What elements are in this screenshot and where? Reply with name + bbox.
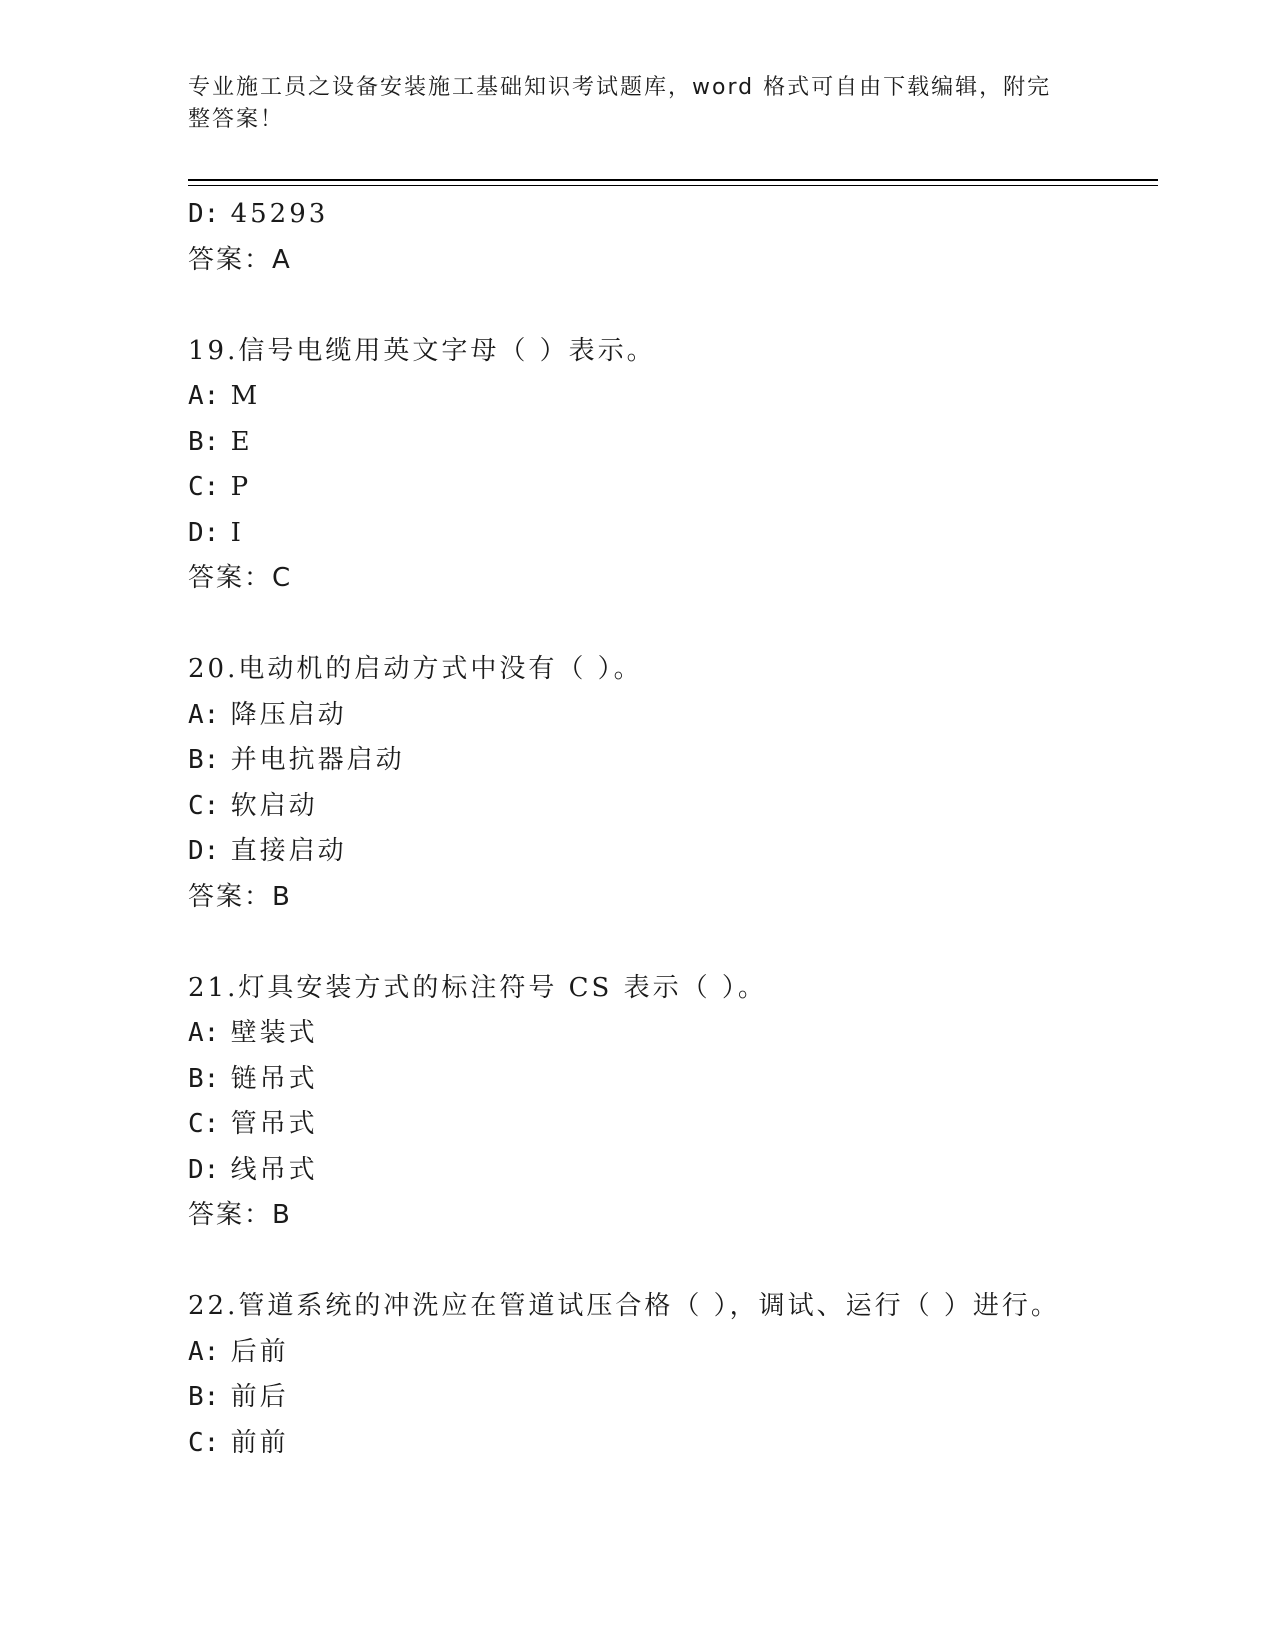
option-b [188, 1375, 1158, 1421]
header-line-2: 整答案！ [188, 107, 285, 132]
option-label: A: [188, 1336, 220, 1367]
question-stem: 21.灯具安装方式的标注符号 CS 表示（ ）。 [188, 972, 767, 1003]
option-text: 链吊式 [230, 1063, 318, 1094]
option-c [188, 784, 1158, 830]
option-a [188, 1330, 1158, 1376]
question-stem: 19.信号电缆用英文字母（ ）表示。 [188, 335, 656, 366]
option-text: 前后 [230, 1382, 289, 1412]
header-rule-thin [188, 185, 1158, 186]
question-block [188, 1284, 1158, 1466]
option-text: 并电抗器启动 [230, 745, 405, 775]
header-rule-thick [188, 179, 1158, 181]
option-d [188, 511, 1158, 557]
option-label: C: [188, 1427, 220, 1458]
spacer [188, 1239, 1158, 1285]
option-label: D: [188, 199, 220, 229]
option-b [188, 738, 1158, 784]
option-label: D: [188, 836, 220, 866]
option-label: C: [188, 1109, 220, 1139]
option-text: 后前 [230, 1336, 289, 1367]
option-text: 直接启动 [230, 836, 347, 866]
question-block [188, 966, 1158, 1239]
option-label: D: [188, 517, 220, 548]
option-label: A: [188, 381, 220, 411]
option-d [188, 192, 1158, 238]
option-text: E [230, 426, 253, 457]
option-text: 45293 [230, 199, 329, 229]
option-d [188, 829, 1158, 875]
option-c [188, 465, 1158, 511]
document-header [188, 72, 1068, 136]
option-text: M [230, 381, 261, 411]
option-a [188, 693, 1158, 739]
option-d [188, 1148, 1158, 1194]
option-text: 降压启动 [230, 699, 347, 730]
header-line-1: 专业施工员之设备安装施工基础知识考试题库，word 格式可自由下载编辑，附完 [188, 75, 1052, 100]
option-text: 软启动 [230, 790, 318, 821]
answer-line: 答案：A [188, 244, 292, 275]
option-c [188, 1102, 1158, 1148]
answer-line: 答案：B [188, 1200, 292, 1230]
option-b [188, 420, 1158, 466]
option-text: 壁装式 [230, 1018, 318, 1048]
option-text: 前前 [230, 1427, 289, 1458]
question-block [188, 329, 1158, 602]
option-label: B: [188, 1063, 220, 1094]
option-text: I [230, 517, 244, 548]
question-block [188, 647, 1158, 920]
question-stem: 22.管道系统的冲洗应在管道试压合格（ ），调试、运行（ ）进行。 [188, 1291, 1060, 1321]
option-text: 管吊式 [230, 1109, 318, 1139]
option-text: P [230, 472, 252, 502]
option-label: D: [188, 1154, 220, 1185]
question-stem: 20.电动机的启动方式中没有（ ）。 [188, 654, 643, 684]
option-label: C: [188, 790, 220, 821]
option-label: A: [188, 699, 220, 730]
spacer [188, 920, 1158, 966]
option-label: B: [188, 1382, 220, 1412]
spacer [188, 283, 1158, 329]
option-label: B: [188, 745, 220, 775]
option-label: C: [188, 472, 220, 502]
option-a [188, 374, 1158, 420]
answer-line: 答案：B [188, 881, 292, 912]
option-a [188, 1011, 1158, 1057]
option-label: B: [188, 426, 220, 457]
option-b [188, 1057, 1158, 1103]
option-label: A: [188, 1018, 220, 1048]
spacer [188, 602, 1158, 648]
answer-line: 答案：C [188, 563, 293, 593]
option-text: 线吊式 [230, 1154, 318, 1185]
question-list [188, 192, 1158, 1466]
option-c [188, 1421, 1158, 1467]
